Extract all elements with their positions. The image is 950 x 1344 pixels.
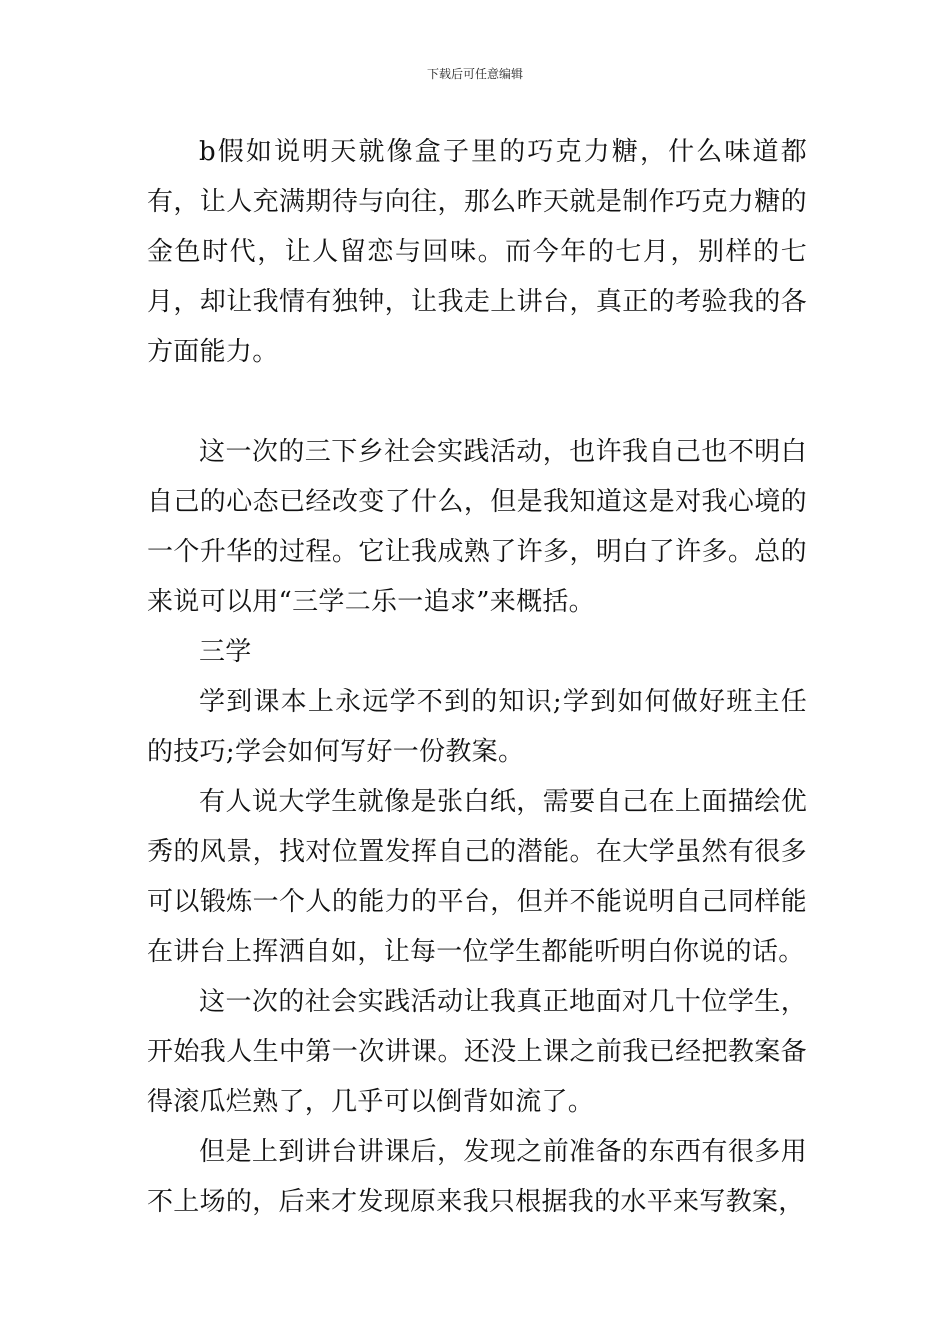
paragraph-activity: 这一次的三下乡社会实践活动，也许我自己也不明白自己的心态已经改变了什么，但是我知道这是对我心境的一个升华的过程。它让我成熟了许多，明白了许多。总的来说可以用“三学二乐一追求”来概括。 (147, 437, 807, 617)
paragraph-after-lecture: 但是上到讲台讲课后，发现之前准备的东西有很多用不上场的，后来才发现原来我只根据我的水平来写教案， (147, 1137, 807, 1217)
paragraph-first-lecture: 这一次的社会实践活动让我真正地面对几十位学生，开始我人生中第一次讲课。还没上课之前我已经把教案备得滚瓜烂熟了，几乎可以倒背如流了。 (147, 987, 807, 1117)
paragraph-learnings: 学到课本上永远学不到的知识;学到如何做好班主任的技巧;学会如何写好一份教案。 (147, 687, 807, 767)
document-body (147, 127, 807, 1227)
paragraph-blank-paper: 有人说大学生就像是张白纸，需要自己在上面描绘优秀的风景，找对位置发挥自己的潜能。在大学虽然有很多可以锻炼一个人的能力的平台，但并不能说明自己同样能在讲台上挥洒自如，让每一位学生都能听明白你说的话。 (147, 787, 807, 967)
paragraph-intro: b假如说明天就像盒子里的巧克力糖，什么味道都有，让人充满期待与向往，那么昨天就是制作巧克力糖的金色时代，让人留恋与回味。而今年的七月，别样的七月，却让我情有独钟，让我走上讲台，真正的考验我的各方面能力。 (147, 137, 807, 367)
page-header: 下载后可任意编辑 (426, 67, 523, 81)
section-heading-three-learnings: 三学 (199, 637, 252, 667)
